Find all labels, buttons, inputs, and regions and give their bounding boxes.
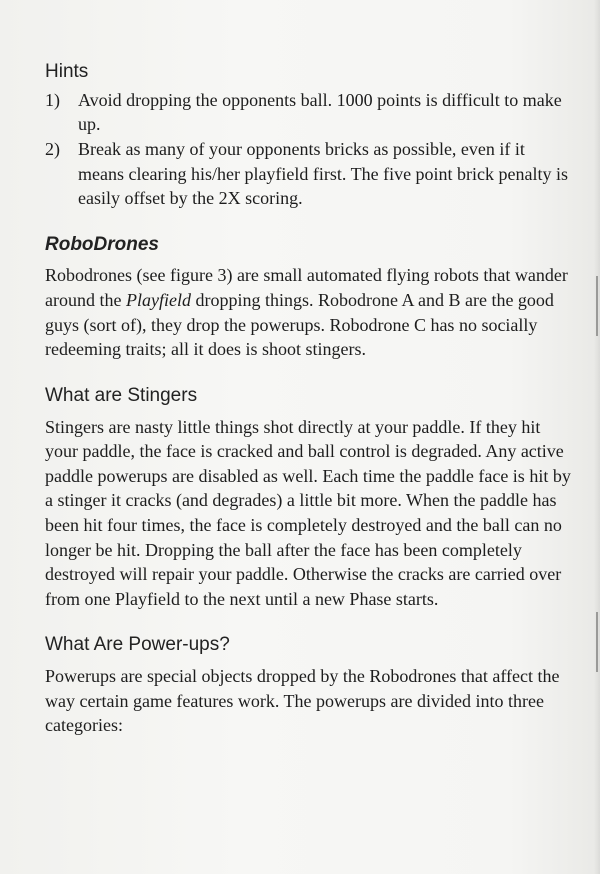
robodrones-heading: RoboDrones (45, 233, 159, 255)
robodrones-paragraph (45, 263, 575, 361)
hints-list (45, 88, 575, 211)
powerups-heading: What Are Power-ups? (45, 634, 230, 656)
page-edge-shadow (594, 0, 600, 874)
page-edge-mark (596, 612, 598, 672)
robodrones-text-start: Robodrones (see figure 3) are small automated flying robots that wander around the (45, 265, 568, 311)
hint-number: 2) (45, 138, 60, 159)
list-item (45, 137, 575, 211)
stingers-heading: What are Stingers (45, 384, 198, 406)
page-content (45, 60, 575, 738)
playfield-emphasis: Playfield (125, 290, 191, 311)
list-item (45, 88, 575, 137)
stingers-paragraph: Stingers are nasty little things shot directly at your paddle. If they hit your paddle, the face is cracked and ball control is degraded. Any active paddle powerups are disabled as well. Each time the paddle face is hit by a stinger it cracks (and degrades) a little bit more. When the paddle has been hit four times, the face is completely destroyed and the ball can no longer be hit. Dropping the ball after the face has been completely destroyed will repair your paddle. Otherwise the cracks are carried over from one Playfield to the next until a new Phase starts. (45, 416, 571, 609)
hint-text: Break as many of your opponents bricks as possible, even if it means clearing his/her playfield first. The five point brick penalty is easily offset by the 2X scoring. (78, 138, 569, 209)
page-edge-mark (596, 276, 598, 336)
hint-number: 1) (45, 89, 60, 110)
robodrones-text-end: dropping things. Robodrone A and B are the good guys (sort of), they drop the powerups. Robodrone C has no socially redeeming traits; all it does is shoot stingers. (45, 290, 554, 360)
hints-heading: Hints (45, 61, 89, 82)
hint-text: Avoid dropping the opponents ball. 1000 points is difficult to make up. (78, 89, 562, 135)
powerups-paragraph: Powerups are special objects dropped by the Robodrones that affect the way certain game features work. The powerups are divided into three categories: (45, 666, 560, 736)
